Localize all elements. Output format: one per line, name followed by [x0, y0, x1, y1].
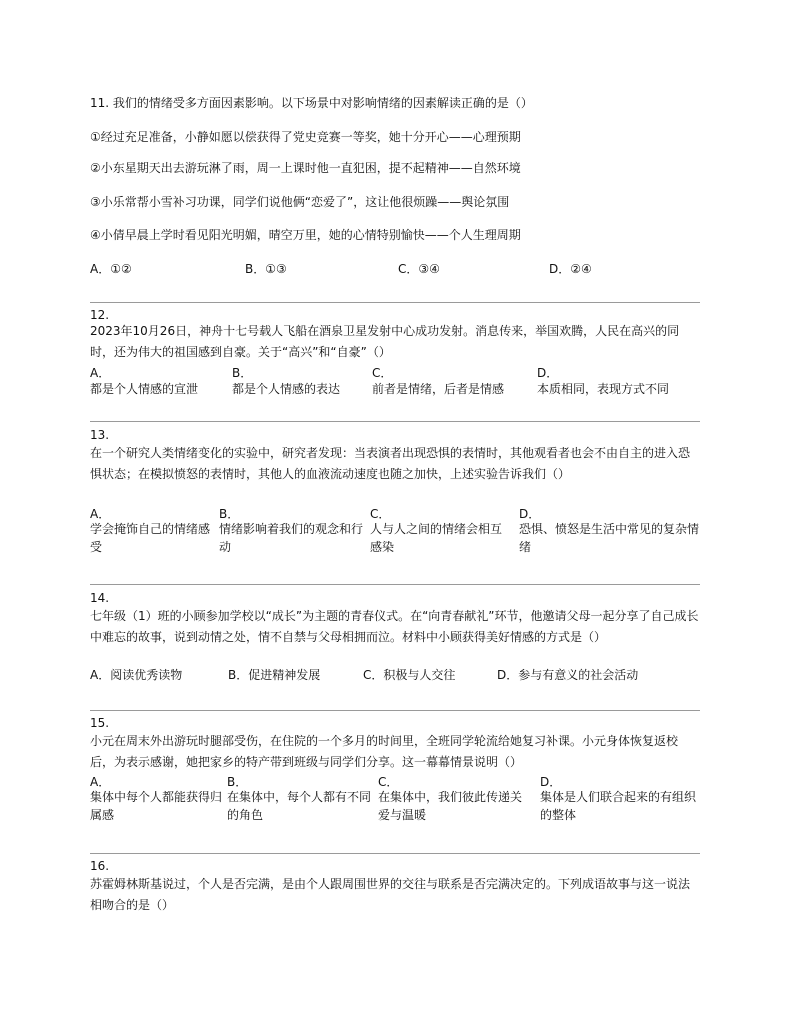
question-15-option-c-letter: C． [378, 775, 399, 789]
question-14-option-c: C．积极与人交往 [363, 668, 456, 682]
question-13-option-a-text: 学会掩饰自己的情绪感受 [90, 522, 211, 554]
divider [90, 584, 700, 585]
question-15-option-b-letter: B． [227, 775, 248, 789]
question-11-option-d: D．②④ [549, 262, 592, 276]
question-14-option-a: A．阅读优秀读物 [90, 668, 183, 682]
question-11-option-c: C．③④ [398, 262, 440, 276]
question-13-option-c-text: 人与人之间的情绪会相互感染 [370, 522, 503, 554]
question-15-option-c-text: 在集体中，我们彼此传递关爱与温暖 [378, 790, 523, 822]
question-12-option-d-letter: D． [537, 366, 559, 380]
question-15-stem: 小元在周末外出游玩时腿部受伤，在住院的一个多月的时间里，全班同学轮流给她复习补课。小元身体恢复返校后，为表示感谢，她把家乡的特产带到班级与同学们分享。这一幕幕情景说明（） [90, 734, 679, 769]
question-13-option-b-text: 情绪影响着我们的观念和行动 [219, 522, 364, 554]
question-15-option-a-letter: A． [90, 775, 111, 789]
question-15-option-d-letter: D． [540, 775, 562, 789]
question-13-option-c-letter: C． [370, 507, 391, 521]
question-14-number: 14. [90, 591, 110, 605]
question-13-option-d-letter: D． [519, 507, 541, 521]
question-16-number: 16. [90, 859, 110, 873]
divider [90, 853, 700, 854]
question-11-item-4: ④小倩早晨上学时看见阳光明媚，晴空万里，她的心情特别愉快——个人生理周期 [90, 228, 521, 242]
question-14-option-d: D．参与有意义的社会活动 [497, 668, 639, 682]
question-11-option-a: A．①② [90, 262, 132, 276]
question-11-stem: 11. 我们的情绪受多方面因素影响。以下场景中对影响情绪的因素解读正确的是（） [90, 96, 533, 110]
question-11-item-2: ②小东星期天出去游玩淋了雨，周一上课时他一直犯困，提不起精神——自然环境 [90, 161, 521, 175]
question-12-option-b-text: 都是个人情感的表达 [232, 382, 341, 396]
question-13-option-a-letter: A． [90, 507, 111, 521]
question-11-item-3: ③小乐常帮小雪补习功课，同学们说他俩“恋爱了”，这让他很烦躁——舆论氛围 [90, 195, 510, 209]
question-12-option-b-letter: B． [232, 366, 253, 380]
question-15-option-d-text: 集体是人们联合起来的有组织的整体 [540, 790, 697, 822]
question-12-number: 12. [90, 308, 110, 322]
question-12-option-a-text: 都是个人情感的宣泄 [90, 382, 199, 396]
question-15-option-b-text: 在集体中，每个人都有不同的角色 [227, 790, 372, 822]
question-16-stem: 苏霍姆林斯基说过，个人是否完满，是由个人跟周围世界的交往与联系是否完满决定的。下列成语故事与这一说法相吻合的是（） [90, 877, 691, 912]
question-12-option-c-text: 前者是情绪，后者是情感 [372, 382, 505, 396]
divider [90, 421, 700, 422]
question-12-option-a-letter: A． [90, 366, 111, 380]
divider [90, 710, 700, 711]
question-15-option-a-text: 集体中每个人都能获得归属感 [90, 790, 223, 822]
question-13-option-b-letter: B． [219, 507, 240, 521]
question-12-stem: 2023年10月26日，神舟十七号载人飞船在酒泉卫星发射中心成功发射。消息传来，举国欢腾，人民在高兴的同时，还为伟大的祖国感到自豪。关于“高兴”和“自豪”（） [90, 324, 680, 359]
question-12-option-d-text: 本质相同，表现方式不同 [537, 382, 670, 396]
question-14-stem: 七年级（1）班的小顾参加学校以“成长”为主题的青春仪式。在“向青春献礼”环节，他邀请父母一起分享了自己成长中难忘的故事，说到动情之处，情不自禁与父母相拥而泣。材料中小顾获得美好情感的方式是（） [90, 609, 699, 644]
question-11-option-b: B．①③ [245, 262, 287, 276]
question-14-option-b: B．促进精神发展 [228, 668, 321, 682]
question-11-item-1: ①经过充足准备，小静如愿以偿获得了党史竞赛一等奖，她十分开心——心理预期 [90, 130, 521, 144]
question-13-option-d-text: 恐惧、愤怒是生活中常见的复杂情绪 [519, 522, 700, 554]
question-15-number: 15. [90, 716, 110, 730]
divider [90, 302, 700, 303]
question-12-option-c-letter: C． [372, 366, 393, 380]
question-13-stem: 在一个研究人类情绪变化的实验中，研究者发现：当表演者出现恐惧的表情时，其他观看者也会不由自主的进入恐惧状态；在模拟愤怒的表情时，其他人的血液流动速度也随之加快，上述实验告诉我们（） [90, 446, 691, 481]
question-13-number: 13. [90, 428, 110, 442]
